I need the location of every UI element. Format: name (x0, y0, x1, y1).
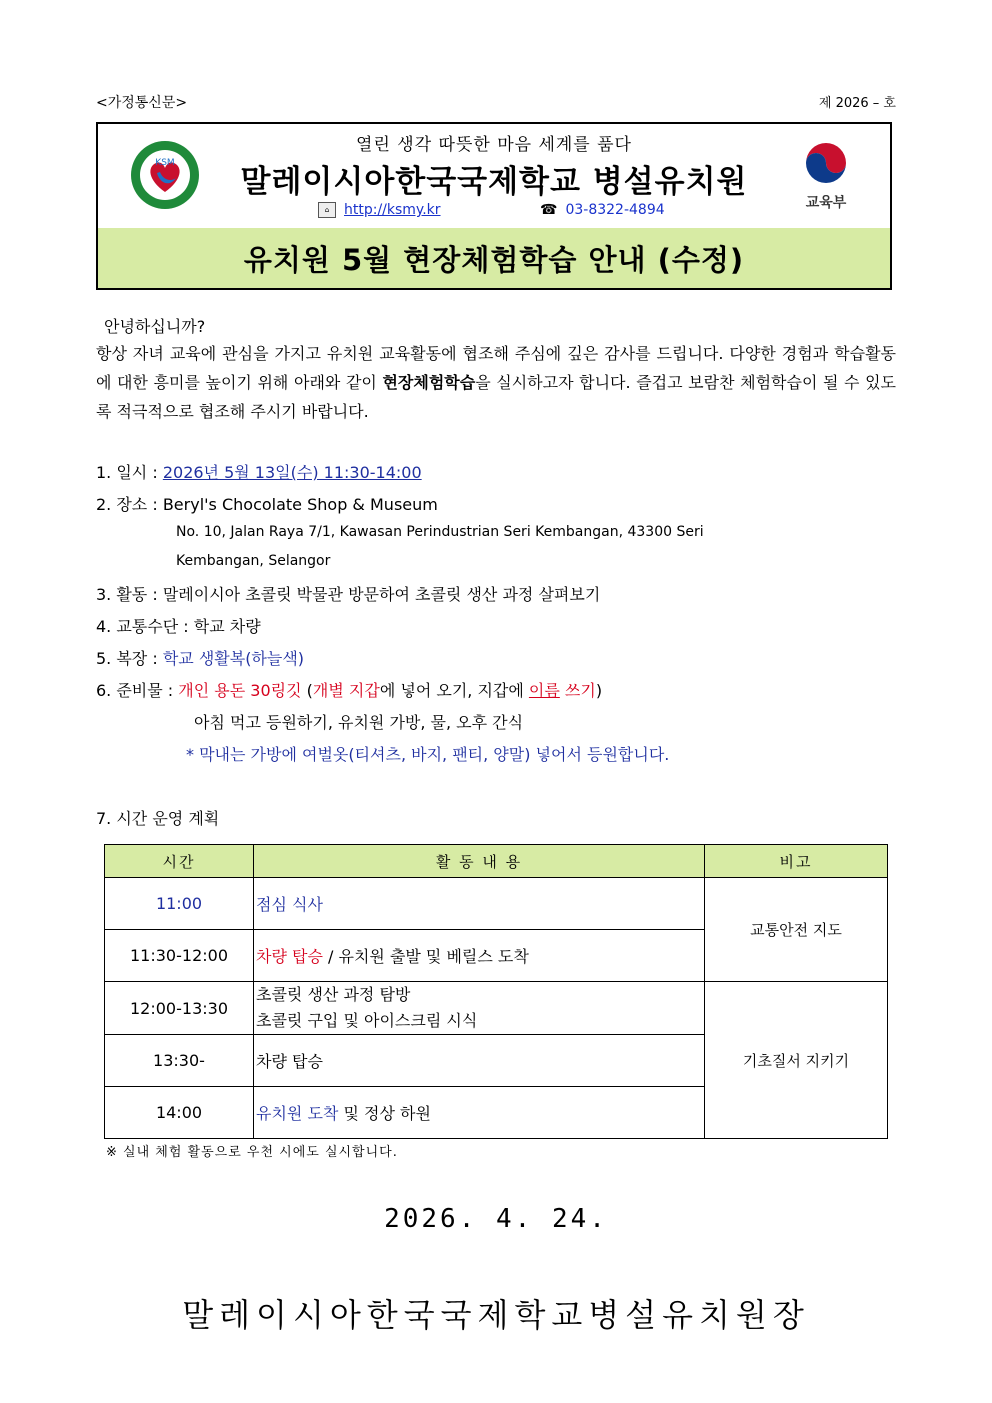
address-line-2: Kembangan, Selangor (176, 553, 331, 569)
activity-value: 말레이시아 초콜릿 박물관 방문하여 초콜릿 생산 과정 살펴보기 (162, 585, 601, 604)
table-row: 11:00 점심 식사 교통안전 지도 (105, 878, 888, 930)
dress-value: 학교 생활복(하늘색) (162, 649, 305, 668)
schedule-label: 7. 시간 운영 계획 (96, 809, 220, 828)
home-icon: ⌂ (318, 202, 336, 218)
website-link[interactable]: http://ksmy.kr (344, 202, 441, 218)
item-date: 1. 일시 : 2026년 5월 13일(수) 11:30-14:00 (96, 463, 422, 482)
note-traffic: 교통안전 지도 (705, 878, 888, 982)
address-line-1: No. 10, Jalan Raya 7/1, Kawasan Perindustrian Seri Kembangan, 43300 Seri (176, 524, 704, 540)
item-dress: 5. 복장 : 학교 생활복(하늘색) (96, 649, 305, 668)
intro-emphasis: 현장체험학습 (382, 373, 476, 392)
date-value: 2026년 5월 13일(수) 11:30-14:00 (162, 463, 422, 482)
schedule-table (104, 844, 888, 1139)
prep-line-2: 아침 먹고 등원하기, 유치원 가방, 물, 오후 간식 (194, 713, 524, 732)
school-name: 말레이시아한국국제학교 병설유치원 (240, 164, 748, 200)
header-time: 시간 (105, 845, 254, 878)
greeting: 안녕하십니까? (104, 317, 206, 336)
school-slogan: 열린 생각 따뜻한 마음 세계를 품다 (356, 135, 632, 155)
phone-icon: ☎ (540, 202, 558, 218)
svg-text:KSM: KSM (155, 158, 175, 168)
document-title: 유치원 5월 현장체험학습 안내 (수정) (98, 228, 890, 288)
phone-contact (540, 202, 665, 218)
item-transport: 4. 교통수단 : 학교 차량 (96, 617, 261, 636)
item-place: 2. 장소 : Beryl's Chocolate Shop & Museum (96, 495, 438, 514)
issue-date: 2026. 4. 24. (384, 1204, 608, 1234)
letterhead (96, 122, 892, 290)
intro-paragraph: 항상 자녀 교육에 관심을 가지고 유치원 교육활동에 협조해 주심에 깊은 감사를 드립니다. 다양한 경험과 학습활동에 대한 흥미를 높이기 위해 아래와 같이 현장체험학습을 실시하고자 합니다. 즐겁고 보람찬 체험학습이 될 수 있도록 적극적으로 협조해 주시기 바랍니다. (96, 344, 897, 421)
note-order: 기초질서 지키기 (705, 982, 888, 1139)
table-row: 11:30-12:00 차량 탑승 / 유치원 출발 및 베릴스 도착 (105, 930, 888, 982)
website-contact (318, 202, 441, 218)
table-row: 12:00-13:30 초콜릿 생산 과정 탐방 초콜릿 구입 및 아이스크림 시식 기초질서 지키기 (105, 982, 888, 1035)
principal-signature: 말레이시아한국국제학교병설유치원장 (182, 1296, 810, 1334)
ministry-name: 교육부 (805, 195, 847, 211)
place-value: Beryl's Chocolate Shop & Museum (162, 495, 438, 514)
item-preparation: 6. 준비물 : 개인 용돈 30링깃 (개별 지갑에 넣어 오기, 지갑에 이름 쓰기) (96, 681, 603, 700)
letterhead-top (98, 124, 890, 230)
schedule-footnote: ※ 실내 체험 활동으로 우천 시에도 실시합니다. (106, 1145, 398, 1160)
item-activity: 3. 활동 : 말레이시아 초콜릿 박물관 방문하여 초콜릿 생산 과정 살펴보기 (96, 585, 601, 604)
table-row: 14:00 유치원 도착 및 정상 하원 (105, 1087, 888, 1139)
document-category: <가정통신문> (96, 95, 188, 111)
phone-number: 03-8322-4894 (565, 202, 665, 218)
header-note: 비고 (705, 845, 888, 878)
table-row: 13:30- 차량 탑승 (105, 1035, 888, 1087)
header-activity: 활 동 내 용 (254, 845, 705, 878)
prep-note: * 막내는 가방에 여벌옷(티셔츠, 바지, 팬티, 양말) 넣어서 등원합니다. (186, 745, 670, 764)
issue-number: 제 2026 – 호 (818, 96, 896, 111)
ministry-logo (796, 138, 856, 218)
transport-value: 학교 차량 (193, 617, 261, 636)
table-header-row (105, 845, 888, 878)
